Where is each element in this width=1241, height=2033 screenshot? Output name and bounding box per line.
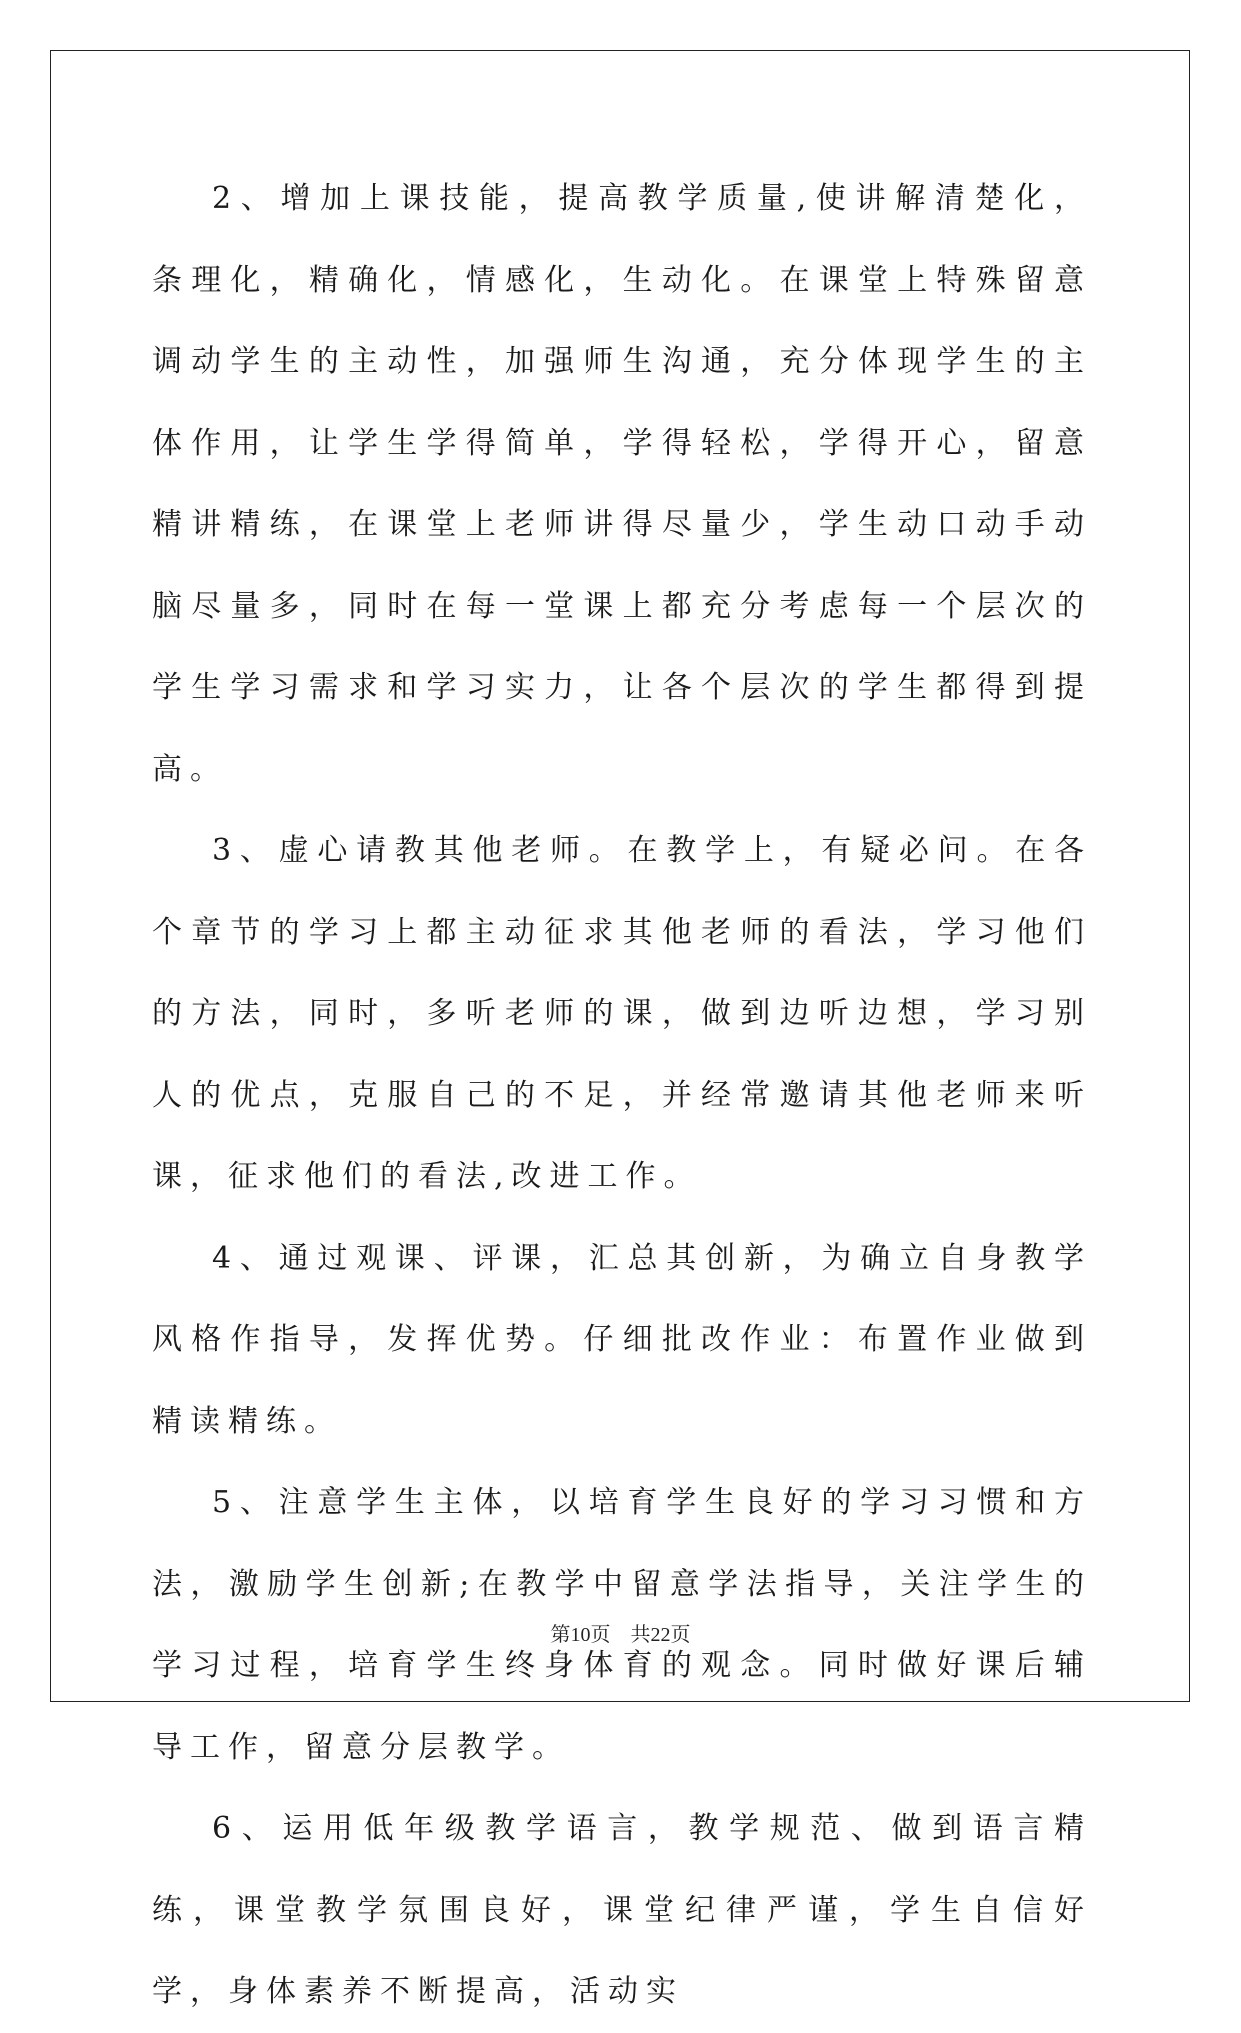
paragraph-2: 2、增加上课技能，提高教学质量,使讲解清楚化，条理化，精确化，情感化，生动化。在课堂上特殊留意调动学生的主动性，加强师生沟通，充分体现学生的主体作用，让学生学得简单，学得轻松，学得开心，留意精讲精练，在课堂上老师讲得尽量少，学生动口动手动脑尽量多，同时在每一堂课上都充分考虑每一个层次的学生学习需求和学习实力，让各个层次的学生都得到提高。 <box>152 181 1092 787</box>
paragraph-5: 5、注意学生主体，以培育学生良好的学习习惯和方法，激励学生创新;在教学中留意学法指导，关注学生的学习过程，培育学生终身体育的观念。同时做好课后辅导工作，留意分层教学。 <box>152 1485 1092 1765</box>
paragraph-6: 6、运用低年级教学语言，教学规范、做到语言精练，课堂教学氛围良好，课堂纪律严谨，学生自信好学，身体素养不断提高，活动实 <box>152 1811 1092 2009</box>
paragraph-4: 4、通过观课、评课，汇总其创新，为确立自身教学风格作指导，发挥优势。仔细批改作业：布置作业做到精读精练。 <box>152 1240 1092 1439</box>
page-number-footer: 第10页 共22页 <box>550 1624 691 1646</box>
document-body <box>152 158 1092 2033</box>
paragraph-3: 3、虚心请教其他老师。在教学上，有疑必问。在各个章节的学习上都主动征求其他老师的看法，学习他们的方法，同时，多听老师的课，做到边听边想，学习别人的优点，克服自己的不足，并经常邀请其他老师来听课，征求他们的看法,改进工作。 <box>152 833 1092 1194</box>
